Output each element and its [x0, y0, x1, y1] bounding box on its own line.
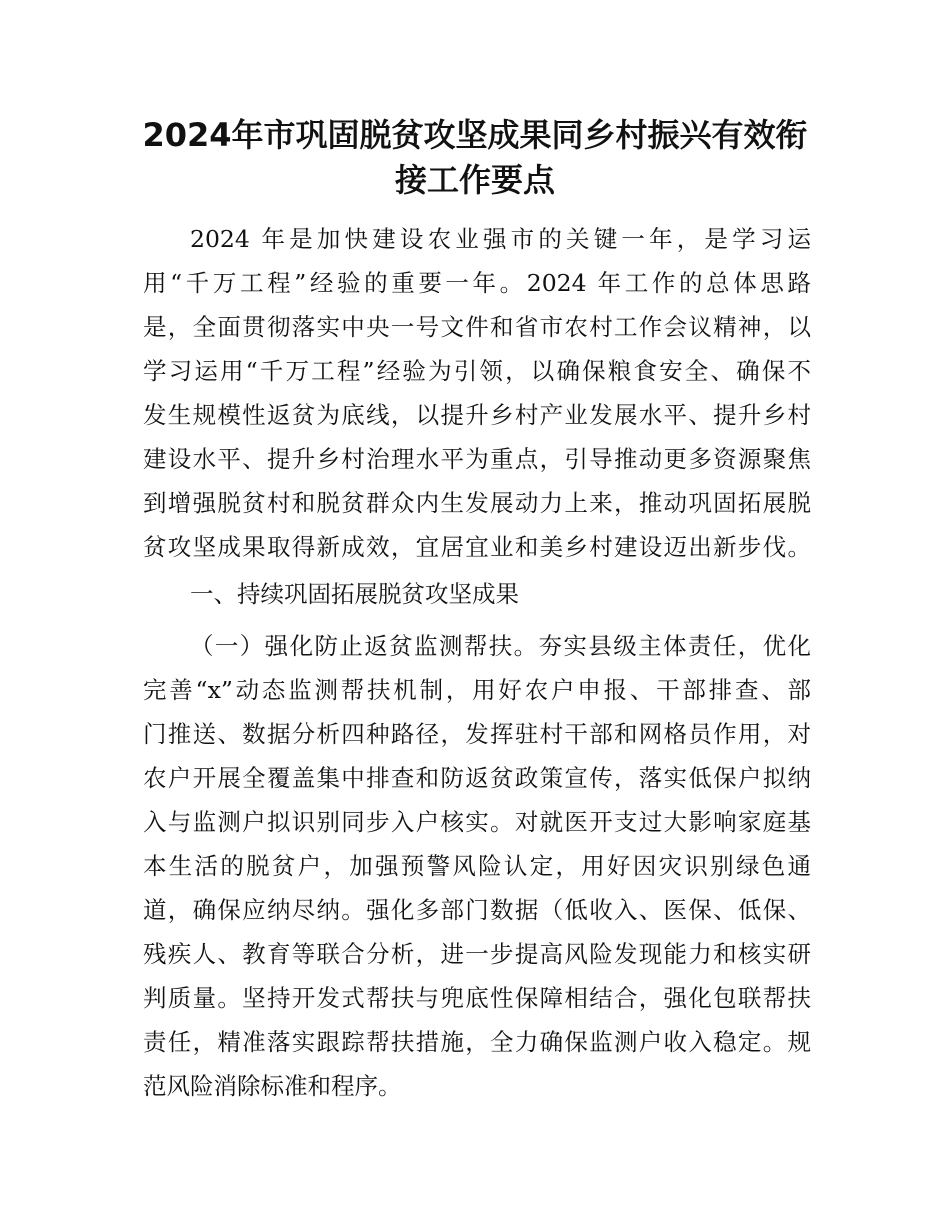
paragraph-2-line-4: 农户开展全覆盖集中排查和防返贫政策宣传，落实低保户拟纳 — [143, 764, 811, 792]
paragraph-2-line-5: 入与监测户拟识别同步入户核实。对就医开支过大影响家庭基 — [143, 808, 811, 836]
paragraph-1-line-3: 是，全面贯彻落实中央一号文件和省市农村工作会议精神，以 — [143, 313, 811, 341]
paragraph-2-line-2: 完善“x”动态监测帮扶机制，用好农户申报、干部排查、部 — [143, 676, 811, 704]
title-line-1: 2024年市巩固脱贫攻坚成果同乡村振兴有效衔 — [142, 116, 808, 154]
paragraph-1-line-8: 贫攻坚成果取得新成效，宜居宜业和美乡村建设迈出新步伐。 — [143, 533, 811, 561]
paragraph-2-line-8: 残疾人、教育等联合分析，进一步提高风险发现能力和核实研 — [143, 940, 811, 968]
paragraph-2-line-1: （一）强化防止返贫监测帮扶。夯实县级主体责任，优化 — [190, 632, 811, 660]
paragraph-1-line-5: 发生规模性返贫为底线，以提升乡村产业发展水平、提升乡村 — [143, 401, 811, 429]
paragraph-2-line-6: 本生活的脱贫户，加强预警风险认定，用好因灾识别绿色通 — [143, 852, 811, 880]
paragraph-2-line-11: 范风险消除标准和程序。 — [143, 1072, 402, 1100]
paragraph-2-line-7: 道，确保应纳尽纳。强化多部门数据（低收入、医保、低保、 — [143, 896, 811, 924]
paragraph-1-line-2: 用“千万工程”经验的重要一年。2024 年工作的总体思路 — [143, 269, 811, 297]
paragraph-2-line-3: 门推送、数据分析四种路径，发挥驻村干部和网格员作用，对 — [143, 720, 811, 748]
paragraph-2-line-10: 责任，精准落实跟踪帮扶措施，全力确保监测户收入稳定。规 — [143, 1028, 811, 1056]
section-heading-1: 一、持续巩固拓展脱贫攻坚成果 — [190, 580, 519, 608]
paragraph-2-line-9: 判质量。坚持开发式帮扶与兜底性保障相结合，强化包联帮扶 — [143, 984, 811, 1012]
paragraph-1-line-4: 学习运用“千万工程”经验为引领，以确保粮食安全、确保不 — [143, 357, 811, 385]
paragraph-1-line-7: 到增强脱贫村和脱贫群众内生发展动力上来，推动巩固拓展脱 — [143, 489, 811, 517]
paragraph-1-line-6: 建设水平、提升乡村治理水平为重点，引导推动更多资源聚焦 — [143, 445, 811, 473]
document-title — [130, 113, 820, 203]
title-line-2: 接工作要点 — [394, 161, 555, 199]
paragraph-1-line-1: 2024 年是加快建设农业强市的关键一年，是学习运 — [190, 225, 811, 253]
